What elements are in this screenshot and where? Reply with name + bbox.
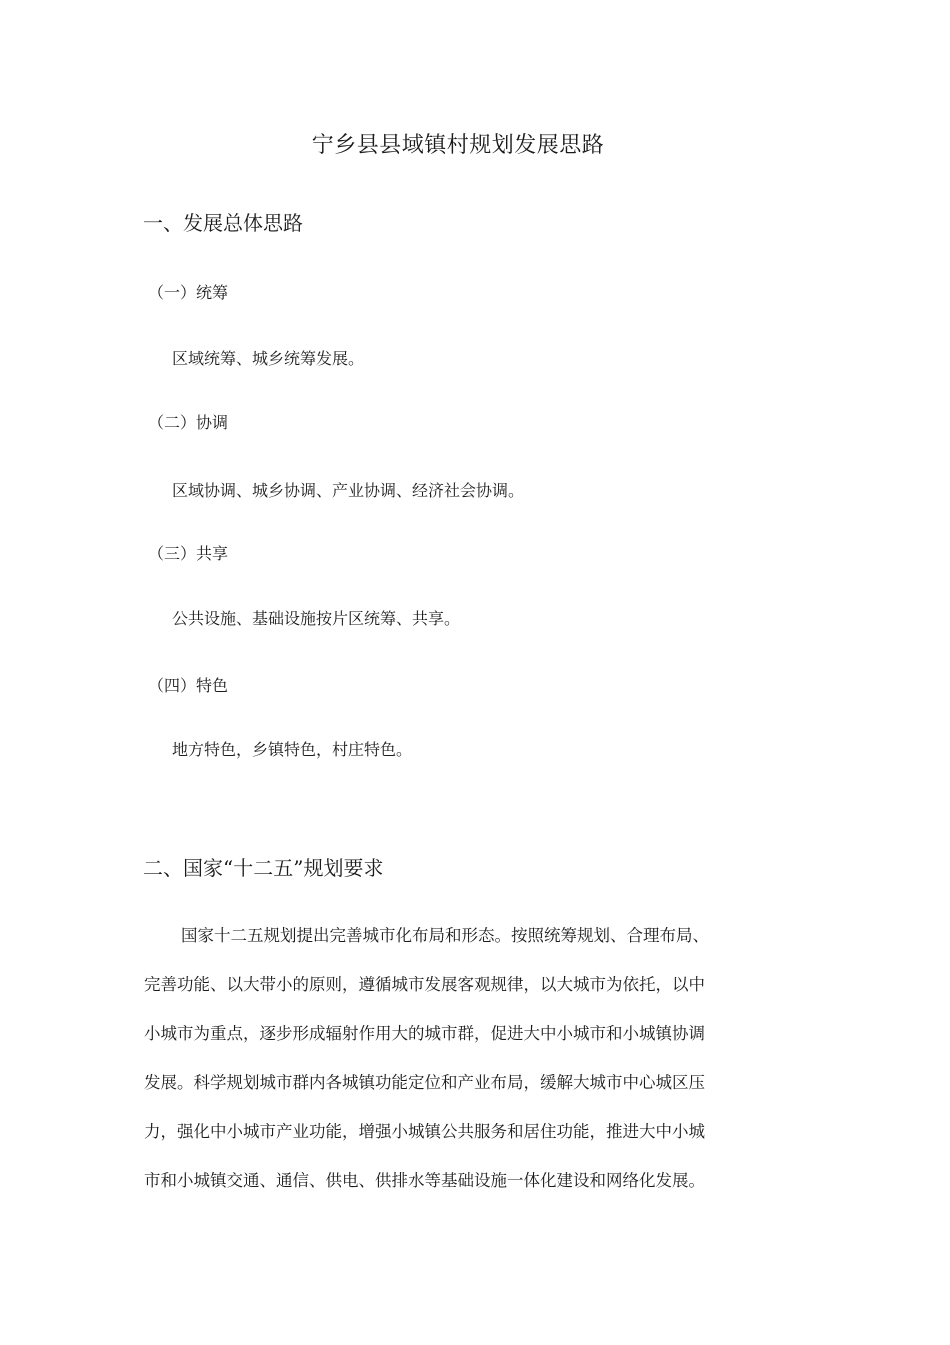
section-2-heading: 二、国家“十二五”规划要求 (143, 856, 384, 880)
document-title: 宁乡县县域镇村规划发展思路 (311, 133, 605, 158)
paragraph-line: 国家十二五规划提出完善城市化布局和形态。按照统筹规划、合理布局、 (181, 926, 709, 945)
subsection-4-label: （四）特色 (148, 676, 229, 695)
paragraph-line: 力，强化中小城市产业功能，增强小城镇公共服务和居住功能，推进大中小城 (144, 1122, 705, 1141)
subsection-1-label: （一）统筹 (148, 283, 229, 302)
subsection-3-text: 公共设施、基础设施按片区统筹、共享。 (172, 609, 461, 628)
paragraph-line: 完善功能、以大带小的原则，遵循城市发展客观规律，以大城市为依托，以中 (144, 975, 705, 994)
paragraph-line: 小城市为重点，逐步形成辐射作用大的城市群，促进大中小城市和小城镇协调 (144, 1024, 705, 1043)
subsection-2-label: （二）协调 (148, 413, 229, 432)
subsection-1-text: 区域统筹、城乡统筹发展。 (172, 349, 365, 368)
subsection-3-label: （三）共享 (148, 544, 229, 563)
subsection-4-text: 地方特色，乡镇特色，村庄特色。 (172, 740, 413, 759)
section-2-paragraph (144, 911, 764, 1205)
subsection-2-text: 区域协调、城乡协调、产业协调、经济社会协调。 (172, 481, 525, 500)
paragraph-line: 市和小城镇交通、通信、供电、供排水等基础设施一体化建设和网络化发展。 (144, 1171, 705, 1190)
paragraph-line: 发展。科学规划城市群内各城镇功能定位和产业布局，缓解大城市中心城区压 (144, 1073, 705, 1092)
section-1-heading: 一、发展总体思路 (143, 211, 303, 235)
